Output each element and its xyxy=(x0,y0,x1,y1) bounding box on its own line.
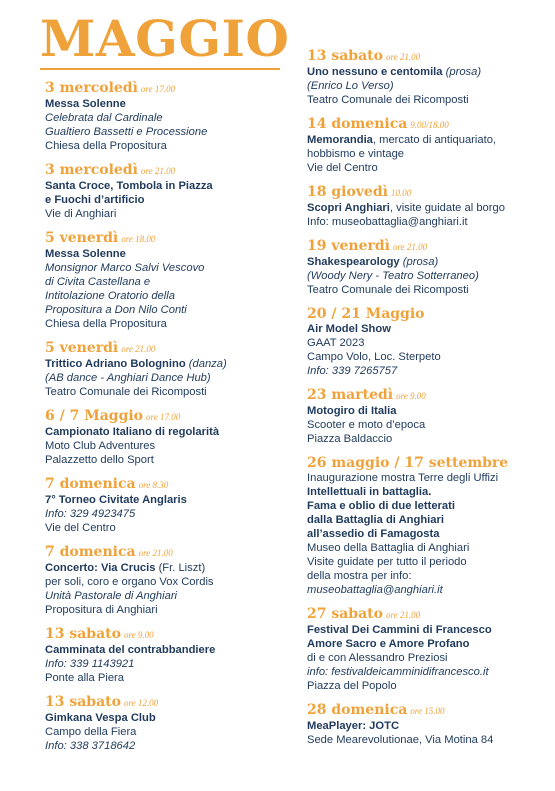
event-line xyxy=(45,207,290,221)
event-line-text: Moto Club Adventures xyxy=(45,440,156,452)
event-line xyxy=(45,303,290,317)
event-date-label: 26 maggio / 17 settembre xyxy=(307,455,509,471)
event-date xyxy=(45,162,290,179)
event-line-text: (Woody Nery - Teatro Sotterraneo) xyxy=(307,270,479,282)
event-line-text: dalla Battaglia di Anghiari xyxy=(307,514,444,526)
event-line-text: Piazza Baldaccio xyxy=(307,433,393,445)
event-line-text: Celebrata dal Cardinale xyxy=(45,112,163,124)
event-line xyxy=(45,671,290,685)
event-line xyxy=(307,637,552,651)
event-date xyxy=(307,48,552,65)
event-time: ore 8.30 xyxy=(138,480,169,490)
event-line xyxy=(45,275,290,289)
event-line xyxy=(45,371,290,385)
event-line-text: Teatro Comunale dei Ricomposti xyxy=(307,94,469,106)
event-line xyxy=(307,583,552,597)
event-line-text: Vie del Centro xyxy=(45,522,116,534)
event-line xyxy=(307,350,552,364)
event-line xyxy=(307,485,552,499)
event-line-text: Sede Mearevolutionae, Via Motina 84 xyxy=(307,734,494,746)
event-line xyxy=(45,521,290,535)
event-line-text: e Fuochi d’artificio xyxy=(45,194,145,206)
event-line xyxy=(307,513,552,527)
event-line-text: Memorandia xyxy=(307,134,373,146)
event-time: ore 17.00 xyxy=(140,84,176,94)
event-line xyxy=(307,541,552,555)
event-line-text: Inaugurazione mostra Terre degli Uffizi xyxy=(307,472,499,484)
event-line xyxy=(45,589,290,603)
event-date-label: 13 sabato xyxy=(45,694,121,710)
event-line-text: Museo della Battaglia di Anghiari xyxy=(307,542,470,554)
event-date-label: 23 martedì xyxy=(307,387,394,403)
event-line-text: Gualtiero Bassetti e Processione xyxy=(45,126,208,138)
event-line-text: Chiesa della Propositura xyxy=(45,318,167,330)
event-line xyxy=(45,139,290,153)
event-line-tail: (prosa) xyxy=(399,256,439,268)
event-line-text: Propositura di Anghiari xyxy=(45,604,158,616)
event-line xyxy=(45,193,290,207)
event-line-text: Concerto: Via Crucis xyxy=(45,562,156,574)
event-item xyxy=(45,162,290,221)
event-date xyxy=(307,606,552,623)
event-line-text: Messa Solenne xyxy=(45,98,126,110)
event-line xyxy=(307,269,552,283)
event-line xyxy=(307,623,552,637)
event-item xyxy=(307,238,552,297)
event-line-text: Info: 338 3718642 xyxy=(45,740,136,752)
event-line xyxy=(45,97,290,111)
event-item xyxy=(45,80,290,153)
event-line xyxy=(45,247,290,261)
event-line-text: di Civita Castellana e xyxy=(45,276,151,288)
event-line xyxy=(307,322,552,336)
page-title: MAGGIO xyxy=(40,9,290,68)
event-line xyxy=(307,569,552,583)
event-line-text: Vie del Centro xyxy=(307,162,378,174)
event-line-text: Fama e oblio di due letterati xyxy=(307,500,455,512)
event-line xyxy=(307,404,552,418)
event-date xyxy=(45,476,290,493)
event-item xyxy=(307,116,552,175)
event-line xyxy=(45,507,290,521)
event-date-label: 19 venerdì xyxy=(307,238,390,254)
event-line-text: Teatro Comunale dei Ricomposti xyxy=(307,284,469,296)
event-item xyxy=(307,387,552,446)
event-item xyxy=(307,702,552,747)
event-line xyxy=(307,364,552,378)
event-date-label: 7 domenica xyxy=(45,544,136,560)
event-date-label: 13 sabato xyxy=(45,626,121,642)
event-line-text: Campo della Fiera xyxy=(45,726,137,738)
event-line-text: Info: 339 1143921 xyxy=(45,658,135,670)
event-line-text: Campo Volo, Loc. Sterpeto xyxy=(307,351,441,363)
event-line-tail: , visite guidate al borgo xyxy=(389,202,505,214)
event-line xyxy=(307,79,552,93)
event-date xyxy=(45,694,290,711)
event-line xyxy=(45,657,290,671)
event-line xyxy=(45,575,290,589)
event-date xyxy=(45,340,290,357)
event-line xyxy=(307,471,552,485)
event-line-text: Palazzetto dello Sport xyxy=(45,454,154,466)
event-item xyxy=(307,455,552,597)
event-line-text: Visite guidate per tutto il periodo xyxy=(307,556,467,568)
event-date xyxy=(307,387,552,404)
event-line xyxy=(307,432,552,446)
event-date-label: 7 domenica xyxy=(45,476,136,492)
event-item xyxy=(45,544,290,617)
event-line-text: info: festivaldeicamminidifrancesco.it xyxy=(307,666,489,678)
event-line-text: Intitolazione Oratorio della xyxy=(45,290,175,302)
event-line-text: Camminata del contrabbandiere xyxy=(45,644,216,656)
event-date xyxy=(307,238,552,255)
event-date xyxy=(307,455,552,471)
event-line xyxy=(45,385,290,399)
event-line xyxy=(45,561,290,575)
event-line xyxy=(45,643,290,657)
event-line xyxy=(307,679,552,693)
event-item xyxy=(45,230,290,331)
event-line xyxy=(307,93,552,107)
event-line-text: all’assedio di Famagosta xyxy=(307,528,440,540)
event-line-tail: (Fr. Liszt) xyxy=(155,562,206,574)
event-item xyxy=(45,408,290,467)
event-time: ore 9.00 xyxy=(123,630,154,640)
event-line xyxy=(45,725,290,739)
event-line xyxy=(45,711,290,725)
event-line xyxy=(307,65,552,79)
event-time: ore 21.00 xyxy=(121,344,156,354)
event-time: 9.00/18.00 xyxy=(410,120,449,130)
event-date-label: 3 mercoledì xyxy=(45,162,138,178)
event-line-text: 7° Torneo Civitate Anglaris xyxy=(45,494,187,506)
event-line-text: della mostra per info: xyxy=(307,570,412,582)
event-line-text: Info: 339 7265757 xyxy=(307,365,398,377)
event-date-label: 3 mercoledì xyxy=(45,80,138,96)
event-item xyxy=(307,184,552,229)
event-time: ore 21.00 xyxy=(140,166,176,176)
event-item xyxy=(45,340,290,399)
event-date xyxy=(45,230,290,247)
event-line-text: Gimkana Vespa Club xyxy=(45,712,156,724)
title-underline xyxy=(40,68,280,70)
event-line-text: Messa Solenne xyxy=(45,248,126,260)
event-time: ore 21.00 xyxy=(138,548,173,558)
event-item xyxy=(45,476,290,535)
event-line xyxy=(45,125,290,139)
event-time: ore 21.00 xyxy=(385,52,421,62)
event-line xyxy=(307,215,552,229)
event-date xyxy=(45,544,290,561)
event-line xyxy=(307,555,552,569)
event-line xyxy=(307,719,552,733)
event-date xyxy=(45,626,290,643)
event-line-text: Vie di Anghiari xyxy=(45,208,117,220)
event-date xyxy=(45,408,290,425)
event-line xyxy=(307,283,552,297)
event-line-text: Ponte alla Piera xyxy=(45,672,124,684)
event-line xyxy=(307,255,552,269)
event-item xyxy=(307,306,552,378)
event-line xyxy=(45,453,290,467)
event-time: ore 21.00 xyxy=(392,242,428,252)
event-line-text: Shakespearology xyxy=(307,256,400,268)
event-line xyxy=(307,201,552,215)
event-line-text: Scooter e moto d’epoca xyxy=(307,419,426,431)
event-line-text: GAAT 2023 xyxy=(307,337,365,349)
event-line-text: Unità Pastorale di Anghiari xyxy=(45,590,178,602)
event-line xyxy=(45,603,290,617)
event-line xyxy=(45,357,290,371)
event-date-label: 18 giovedì xyxy=(307,184,388,200)
event-line-text: Info: museobattaglia@anghiari.it xyxy=(307,216,468,228)
event-line-tail: (prosa) xyxy=(442,66,482,78)
event-line-text: hobbismo e vintage xyxy=(307,148,405,160)
event-line xyxy=(307,147,552,161)
event-line-text: museobattaglia@anghiari.it xyxy=(307,584,443,596)
event-line-text: Santa Croce, Tombola in Piazza xyxy=(45,180,213,192)
event-line-text: MeaPlayer: JOTC xyxy=(307,720,400,732)
event-line-text: Teatro Comunale dei Ricomposti xyxy=(45,386,207,398)
event-line xyxy=(307,336,552,350)
event-line-text: Propositura a Don Nilo Conti xyxy=(45,304,187,316)
event-line xyxy=(45,425,290,439)
event-line-text: Campionato Italiano di regolarità xyxy=(45,426,220,438)
event-line-tail: (danza) xyxy=(185,358,227,370)
event-date-label: 28 domenica xyxy=(307,702,408,718)
event-time: 10.00 xyxy=(390,188,412,198)
event-date-label: 5 venerdì xyxy=(45,340,119,356)
event-date xyxy=(45,80,290,97)
event-line-text: Info: 329 4923475 xyxy=(45,508,136,520)
event-item xyxy=(45,694,290,753)
event-line xyxy=(307,527,552,541)
event-line xyxy=(307,133,552,147)
event-line-text: Air Model Show xyxy=(307,323,391,335)
event-time: ore 9.00 xyxy=(396,391,426,401)
event-line-text: Monsignor Marco Salvi Vescovo xyxy=(45,262,205,274)
event-item xyxy=(307,48,552,107)
event-line-text: (AB dance - Anghiari Dance Hub) xyxy=(45,372,211,384)
event-line-text: di e con Alessandro Preziosi xyxy=(307,652,448,664)
event-line-text: Festival Dei Cammini di Francesco xyxy=(307,624,492,636)
event-line xyxy=(45,439,290,453)
event-time: ore 21.00 xyxy=(385,610,421,620)
event-line-text: Trittico Adriano Bolognino xyxy=(45,358,186,370)
event-line xyxy=(307,651,552,665)
event-line xyxy=(307,733,552,747)
event-time: ore 18.00 xyxy=(121,234,156,244)
event-time: ore 17.00 xyxy=(146,412,181,422)
event-line xyxy=(45,111,290,125)
event-line xyxy=(45,261,290,275)
event-line-text: Uno nessuno e centomila xyxy=(307,66,443,78)
event-line-text: Piazza del Popolo xyxy=(307,680,397,692)
event-line-tail: , mercato di antiquariato, xyxy=(372,134,497,146)
event-line xyxy=(45,289,290,303)
right-column xyxy=(307,48,552,756)
event-line xyxy=(45,317,290,331)
event-line xyxy=(45,739,290,753)
event-date xyxy=(307,306,552,322)
event-date-label: 27 sabato xyxy=(307,606,383,622)
event-line-text: Motogiro di Italia xyxy=(307,405,397,417)
event-time: ore 15.00 xyxy=(410,706,445,716)
event-date xyxy=(307,184,552,201)
event-item xyxy=(45,626,290,685)
event-line-text: Chiesa della Propositura xyxy=(45,140,167,152)
event-date-label: 20 / 21 Maggio xyxy=(307,306,425,322)
event-line-text: Scopri Anghiari xyxy=(307,202,390,214)
event-line xyxy=(45,179,290,193)
event-line-text: per soli, coro e organo Vox Cordis xyxy=(45,576,214,588)
left-column xyxy=(45,80,290,762)
event-time: ore 12.00 xyxy=(123,698,159,708)
event-line-text: Intellettuali in battaglia. xyxy=(307,486,432,498)
event-item xyxy=(307,606,552,693)
event-date-label: 5 venerdì xyxy=(45,230,119,246)
event-line-text: Amore Sacro e Amore Profano xyxy=(307,638,470,650)
event-line xyxy=(307,161,552,175)
event-line xyxy=(307,665,552,679)
event-line-text: (Enrico Lo Verso) xyxy=(307,80,394,92)
event-date-label: 13 sabato xyxy=(307,48,383,64)
event-date xyxy=(307,116,552,133)
event-date xyxy=(307,702,552,719)
event-date-label: 14 domenica xyxy=(307,116,408,132)
event-line xyxy=(45,493,290,507)
event-line xyxy=(307,499,552,513)
event-line xyxy=(307,418,552,432)
event-date-label: 6 / 7 Maggio xyxy=(45,408,144,424)
